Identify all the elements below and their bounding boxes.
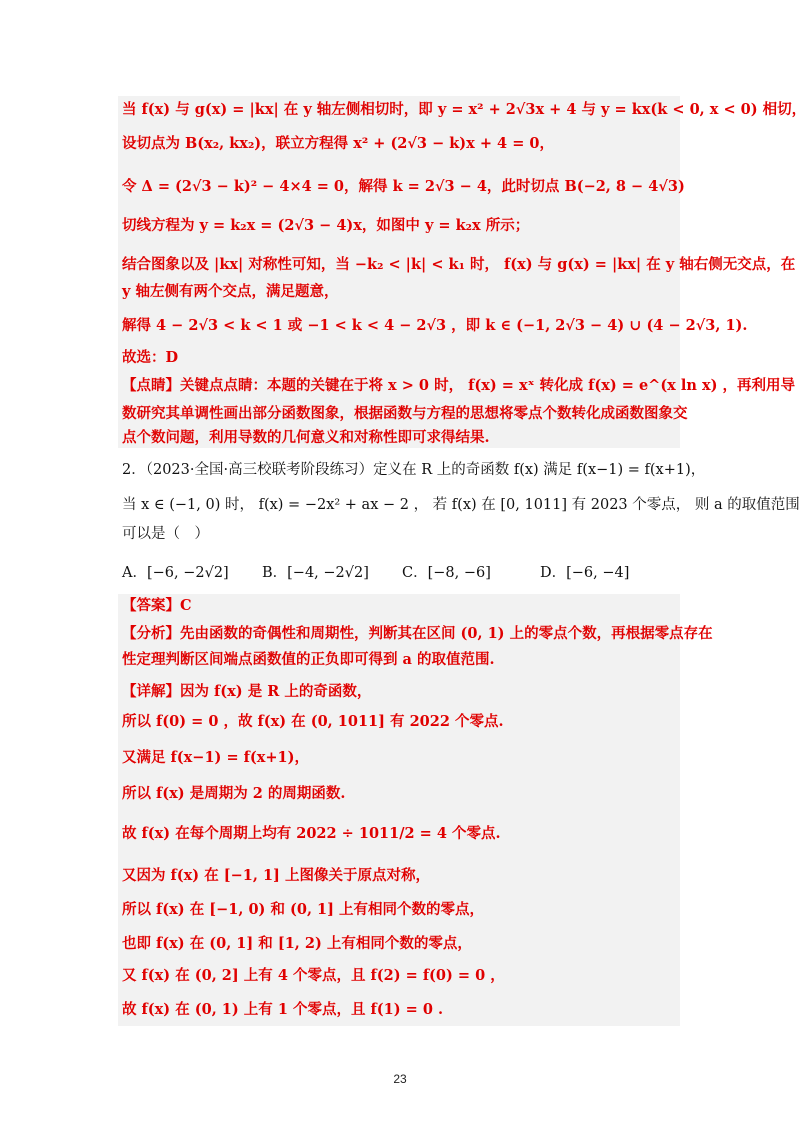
solution-prev-line-10: 数研究其单调性画出部分函数图象，根据函数与方程的思想将零点个数转化成函数图象交 xyxy=(122,405,688,422)
solution-prev-line-3: 令 Δ = (2√3 − k)² − 4×4 = 0，解得 k = 2√3 − 4，此时切点 B(−2, 8 − 4√3) xyxy=(122,178,685,195)
solution-prev-line-4: 切线方程为 y = k₂x = (2√3 − 4)x，如图中 y = k₂x 所示； xyxy=(122,217,530,234)
solution-prev-line-1: 当 f(x) 与 g(x) = |kx| 在 y 轴左侧相切时，即 y = x² + 2√3x + 4 与 y = kx(k < 0, x < 0) 相切， xyxy=(122,101,806,118)
solution-prev-line-6: y 轴左侧有两个交点，满足题意， xyxy=(122,283,339,300)
option-c: C．[−8, −6] xyxy=(402,565,491,581)
analysis-line-1: 【分析】先由函数的奇偶性和周期性，判断其在区间 (0, 1) 上的零点个数，再根据零点存在 xyxy=(122,625,713,642)
option-a: A．[−6, −2√2] xyxy=(122,565,229,581)
detail-line-3: 又满足 f(x−1) = f(x+1)， xyxy=(122,749,309,766)
detail-line-7: 所以 f(x) 在 [−1, 0) 和 (0, 1] 上有相同个数的零点， xyxy=(122,901,485,918)
detail-line-5: 故 f(x) 在每个周期上均有 2022 ÷ 1011/2 = 4 个零点. xyxy=(122,825,501,842)
answer-line: 【答案】C xyxy=(122,597,192,614)
page-number: 23 xyxy=(393,1072,407,1086)
solution-prev-line-11: 点个数问题，利用导数的几何意义和对称性即可求得结果. xyxy=(122,429,490,446)
detail-line-2: 所以 f(0) = 0 ，故 f(x) 在 (0, 1011] 有 2022 个零点. xyxy=(122,713,504,730)
answer-options xyxy=(122,561,682,581)
solution-prev-line-9: 【点睛】关键点点睛：本题的关键在于将 x > 0 时， f(x) = xˣ 转化成 f(x) = e^(x ln x) ，再利用导 xyxy=(122,377,796,394)
detail-line-1: 【详解】因为 f(x) 是 R 上的奇函数， xyxy=(122,683,372,700)
detail-line-9: 又 f(x) 在 (0, 2] 上有 4 个零点，且 f(2) = f(0) = 0 ， xyxy=(122,967,505,984)
detail-line-8: 也即 f(x) 在 (0, 1] 和 [1, 2) 上有相同个数的零点， xyxy=(122,935,472,952)
question-line-3: 可以是（ ） xyxy=(122,526,209,542)
detail-line-10: 故 f(x) 在 (0, 1) 上有 1 个零点，且 f(1) = 0 . xyxy=(122,1001,444,1018)
detail-line-6: 又因为 f(x) 在 [−1, 1] 上图像关于原点对称， xyxy=(122,867,430,884)
solution-prev-line-8: 故选：D xyxy=(122,349,179,366)
analysis-line-2: 性定理判断区间端点函数值的正负即可得到 a 的取值范围. xyxy=(122,651,495,668)
option-d: D．[−6, −4] xyxy=(540,565,630,581)
solution-prev-line-2: 设切点为 B(x₂, kx₂)，联立方程得 x² + (2√3 − k)x + 4 = 0， xyxy=(122,135,554,152)
detail-line-4: 所以 f(x) 是周期为 2 的周期函数. xyxy=(122,785,346,802)
question-line-2: 当 x ∈ (−1, 0) 时， f(x) = −2x² + ax − 2 ， 若 f(x) 在 [0, 1011] 有 2023 个零点， 则 a 的取值范围 xyxy=(122,497,800,513)
solution-prev-line-5: 结合图象以及 |kx| 对称性可知，当 −k₂ < |k| < k₁ 时， f(x) 与 g(x) = |kx| 在 y 轴右侧无交点，在 xyxy=(122,256,796,273)
solution-prev-line-7: 解得 4 − 2√3 < k < 1 或 −1 < k < 4 − 2√3 ，即 k ∈ (−1, 2√3 − 4) ∪ (4 − 2√3, 1). xyxy=(122,317,748,334)
option-b: B．[−4, −2√2] xyxy=(262,565,369,581)
question-line-1: 2．（2023·全国·高三校联考阶段练习）定义在 R 上的奇函数 f(x) 满足 f(x−1) = f(x+1)， xyxy=(122,462,706,478)
